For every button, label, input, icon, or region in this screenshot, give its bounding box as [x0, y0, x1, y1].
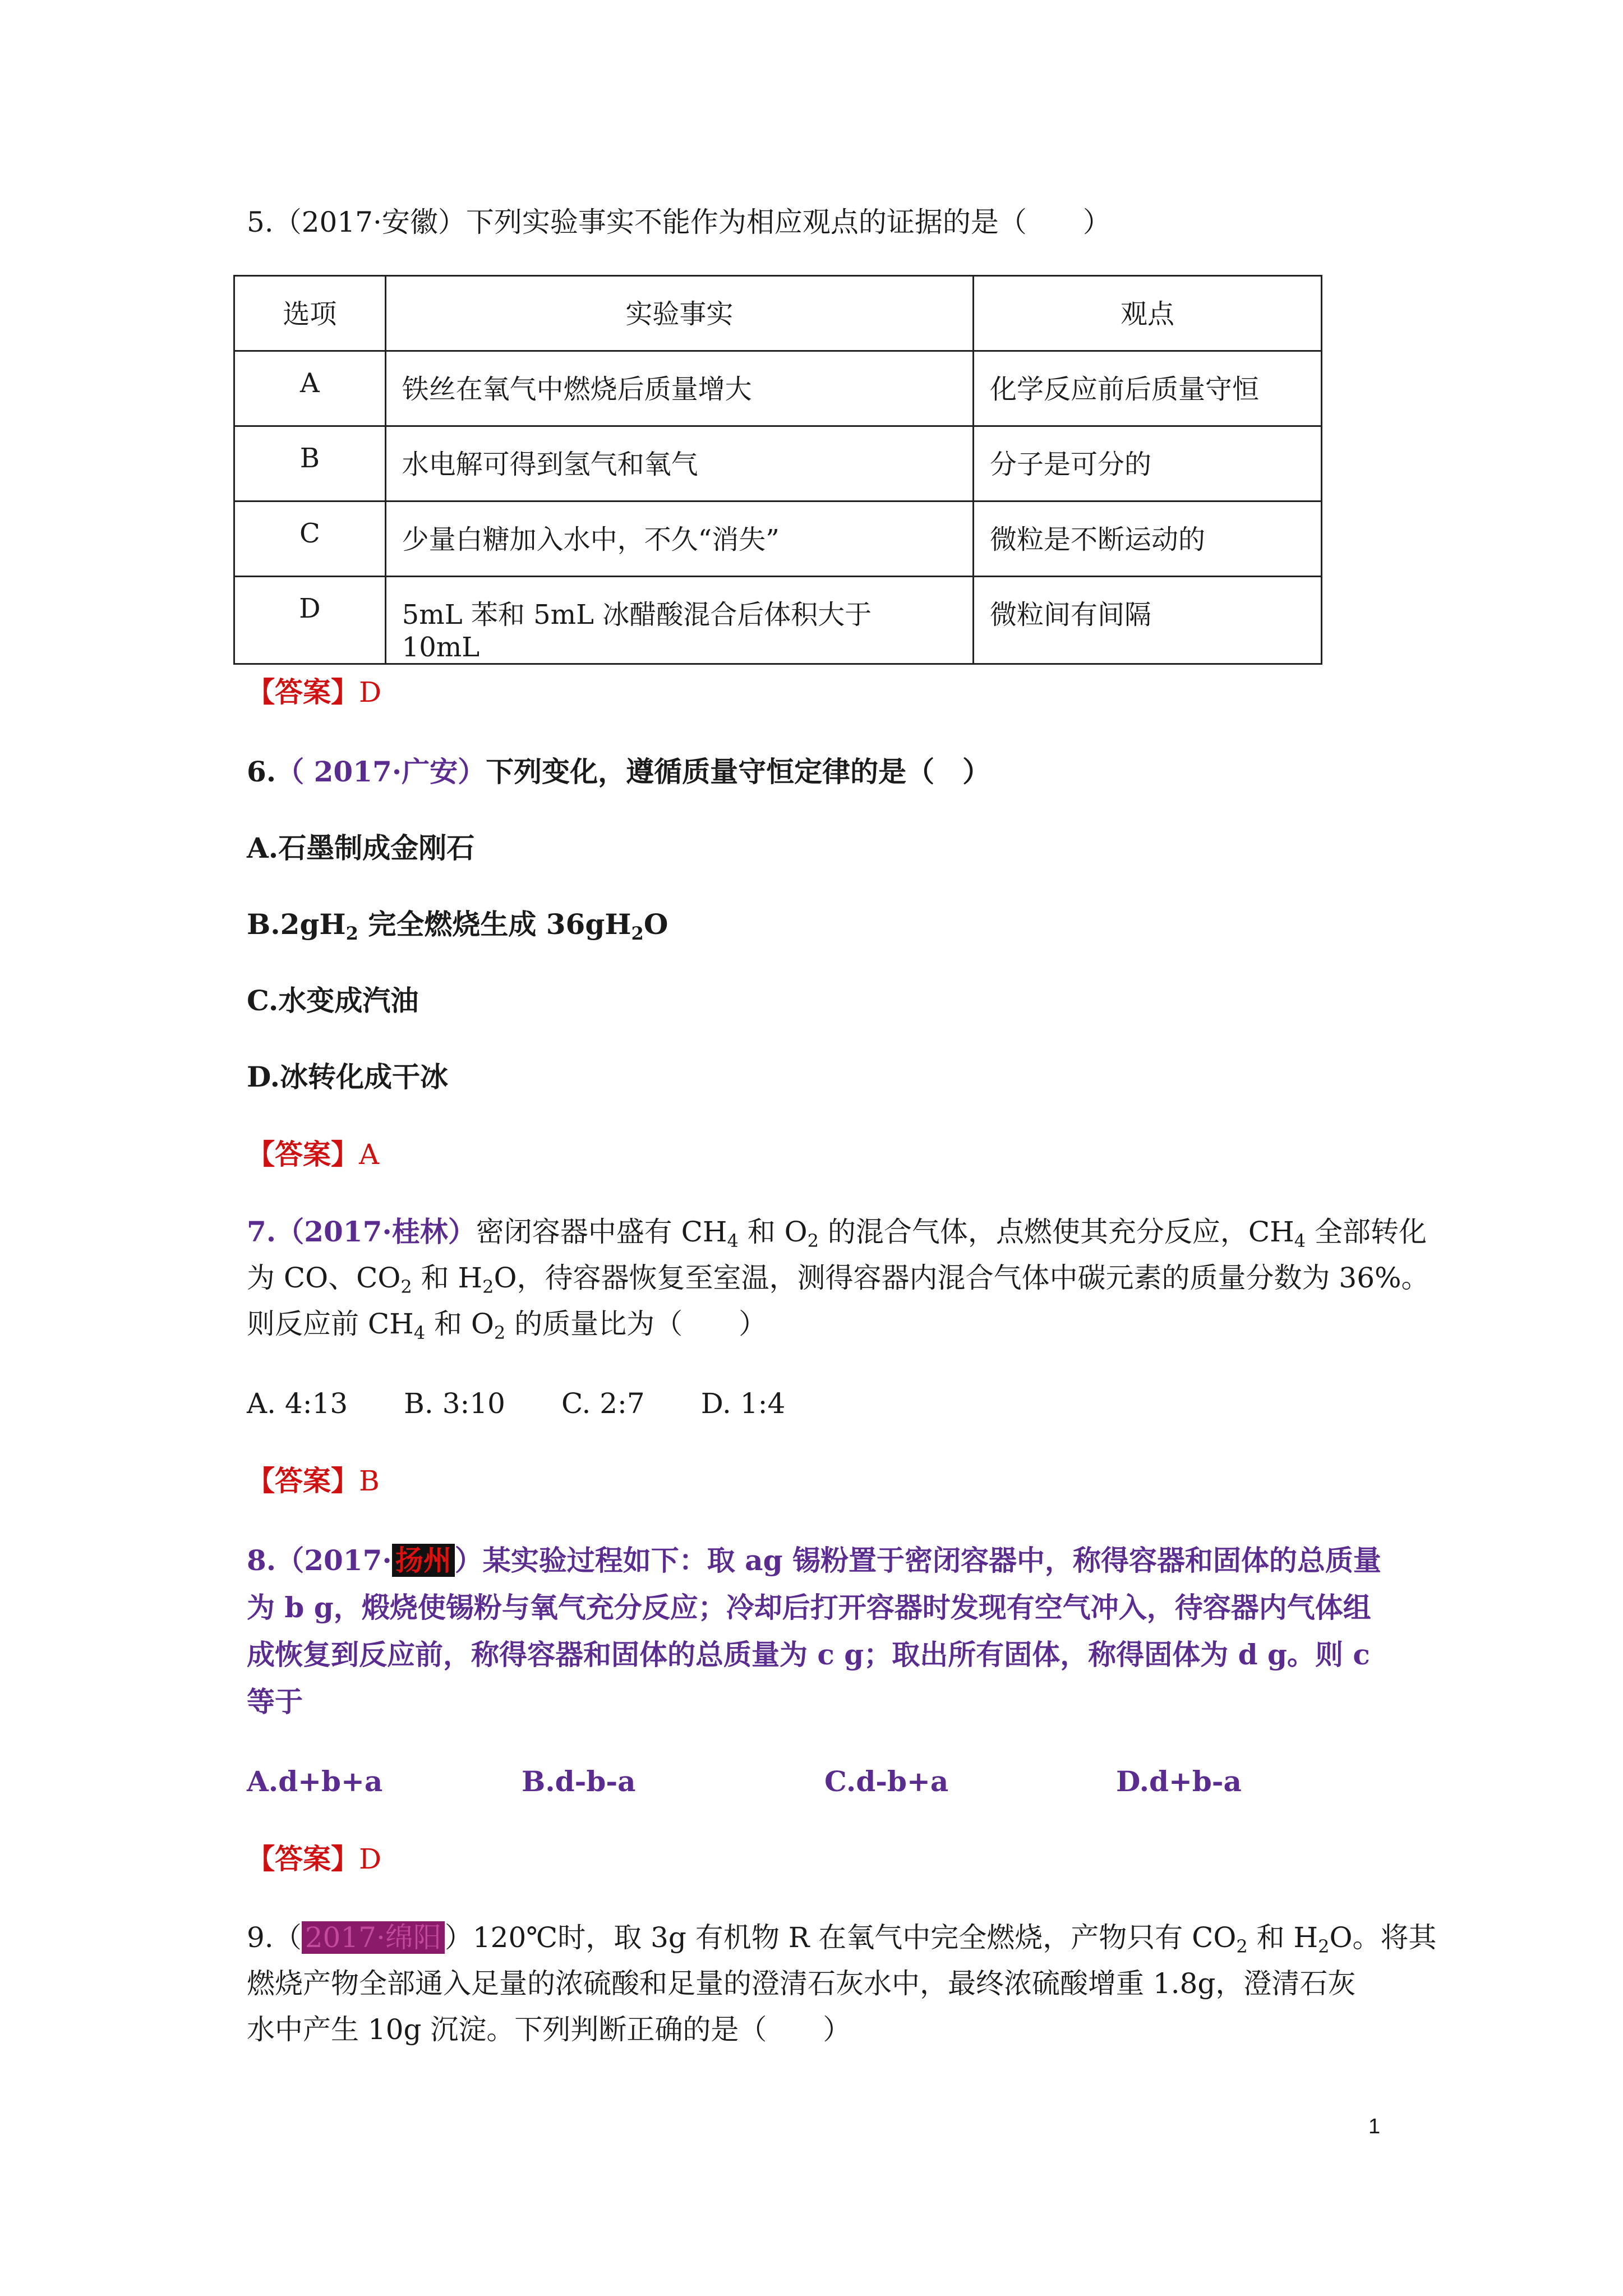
q7-text: 全部转化 [1306, 1216, 1427, 1248]
table-cell: D [234, 577, 386, 664]
table-cell: 少量白糖加入水中，不久“消失” [385, 501, 973, 577]
q8-option-d: D.d+b-a [1116, 1765, 1242, 1798]
q8-option-a: A.d+b+a [247, 1765, 383, 1798]
q6-number: 6. [247, 755, 276, 788]
q8-line-3: 成恢复到反应前，称得容器和固体的总质量为 c g；取出所有固体，称得固体为 d g。则 c [247, 1638, 1370, 1671]
table-header-row [234, 276, 1322, 351]
q8-option-c: C.d-b+a [824, 1765, 949, 1798]
table-cell: 微粒是不断运动的 [974, 501, 1322, 577]
q5-table [233, 275, 1322, 665]
table-cell: 分子是可分的 [974, 426, 1322, 501]
table-row [234, 426, 1322, 501]
q8-source-end: ） [454, 1544, 483, 1577]
q7-line-1 [247, 1212, 1427, 1252]
subscript: 4 [727, 1230, 739, 1251]
q6-option-b [247, 904, 668, 945]
table-cell: B [234, 426, 386, 501]
q6-stem-line [247, 752, 990, 792]
q6-option-c: C.水变成汽油 [247, 984, 419, 1017]
q6-source: （ 2017·广安） [276, 755, 486, 788]
answer-value: D [359, 676, 382, 708]
q7-answer [247, 1461, 380, 1501]
answer-label: 【答案】 [247, 675, 359, 708]
q7-text: 和 O [425, 1308, 494, 1340]
page-number: 1 [1368, 2115, 1381, 2138]
subscript: 2 [400, 1276, 412, 1297]
subscript: 2 [494, 1322, 506, 1343]
q8-option-b: B.d-b-a [522, 1765, 636, 1798]
q9-source-highlight: 2017·绵阳 [302, 1921, 445, 1954]
table-cell: 铁丝在氧气中燃烧后质量增大 [385, 351, 973, 426]
subscript: 4 [1294, 1230, 1306, 1251]
q6-option-a: A.石墨制成金刚石 [247, 831, 475, 864]
q9-text: 和 H [1247, 1921, 1318, 1954]
q6-option-b-text: O [643, 908, 668, 941]
q8-text: 某实验过程如下：取 ag 锡粉置于密闭容器中，称得容器和固体的总质量 [482, 1544, 1381, 1577]
q7-text: O，待容器恢复至室温，测得容器内混合气体中碳元素的质量分数为 36%。 [494, 1262, 1430, 1294]
table-row [234, 577, 1322, 664]
q7-options: A. 4:13 B. 3:10 C. 2:7 D. 1:4 [247, 1387, 786, 1420]
answer-label: 【答案】 [247, 1842, 359, 1875]
q8-line-1 [247, 1540, 1381, 1581]
q6-stem: 下列变化，遵循质量守恒定律的是（ ） [486, 755, 991, 788]
answer-value: A [359, 1138, 380, 1171]
q7-text: 的质量比为（ ） [505, 1308, 767, 1340]
q6-option-d: D.冰转化成干冰 [247, 1060, 448, 1093]
table-cell: 微粒间有间隔 [974, 577, 1322, 664]
answer-label: 【答案】 [247, 1138, 359, 1171]
table-cell: 5mL 苯和 5mL 冰醋酸混合后体积大于 10mL [385, 577, 973, 664]
q8-answer [247, 1839, 381, 1879]
q9-text: O。将其 [1329, 1921, 1437, 1954]
table-header-cell: 观点 [974, 276, 1322, 351]
q7-text: 为 CO、CO [247, 1262, 401, 1294]
table-row [234, 351, 1322, 426]
q7-number: 7.（2017·桂林） [247, 1215, 476, 1248]
q7-line-2 [247, 1258, 1430, 1298]
q7-text: 则反应前 CH [247, 1308, 414, 1340]
q5-stem: 5.（2017·安徽）下列实验事实不能作为相应观点的证据的是（ ） [247, 206, 1111, 238]
q9-line-1 [247, 1917, 1437, 1958]
subscript: 2 [1236, 1936, 1248, 1957]
q8-number: 8.（2017· [247, 1544, 392, 1577]
q6-option-b-text: B.2gH [247, 908, 346, 941]
subscript: 4 [413, 1322, 426, 1343]
answer-label: 【答案】 [247, 1464, 359, 1497]
subscript: 2 [631, 923, 644, 944]
table-row [234, 501, 1322, 577]
q8-source-highlight: 扬州 [392, 1544, 455, 1577]
q6-answer [247, 1134, 379, 1175]
answer-value: D [359, 1843, 382, 1875]
q7-text: 密闭容器中盛有 CH [476, 1216, 727, 1248]
table-cell: 水电解可得到氢气和氧气 [385, 426, 973, 501]
table-header-cell: 实验事实 [385, 276, 973, 351]
q9-number: 9.（ [247, 1921, 302, 1954]
table-cell: C [234, 501, 386, 577]
answer-value: B [359, 1465, 380, 1497]
subscript: 2 [1318, 1936, 1330, 1957]
subscript: 2 [345, 923, 358, 944]
q7-line-3 [247, 1304, 767, 1344]
subscript: 2 [482, 1276, 494, 1297]
subscript: 2 [807, 1230, 819, 1251]
table-header-cell: 选项 [234, 276, 386, 351]
q6-option-b-text: 完全燃烧生成 36gH [358, 908, 631, 941]
q7-text: 的混合气体，点燃使其充分反应，CH [819, 1216, 1294, 1248]
q5-answer [247, 672, 381, 712]
q7-text: 和 O [738, 1216, 808, 1248]
q9-line-3: 水中产生 10g 沉淀。下列判断正确的是（ ） [247, 2013, 851, 2046]
q9-text: ）120℃时，取 3g 有机物 R 在氧气中完全燃烧，产物只有 CO [444, 1921, 1237, 1954]
q9-line-2: 燃烧产物全部通入足量的浓硫酸和足量的澄清石灰水中，最终浓硫酸增重 1.8g，澄清石灰 [247, 1967, 1356, 2000]
q8-line-4: 等于 [247, 1685, 303, 1718]
q8-line-2: 为 b g，煅烧使锡粉与氧气充分反应；冷却后打开容器时发现有空气冲入，待容器内气体组 [247, 1591, 1371, 1624]
table-cell: A [234, 351, 386, 426]
q7-text: 和 H [412, 1262, 483, 1294]
table-cell: 化学反应前后质量守恒 [974, 351, 1322, 426]
